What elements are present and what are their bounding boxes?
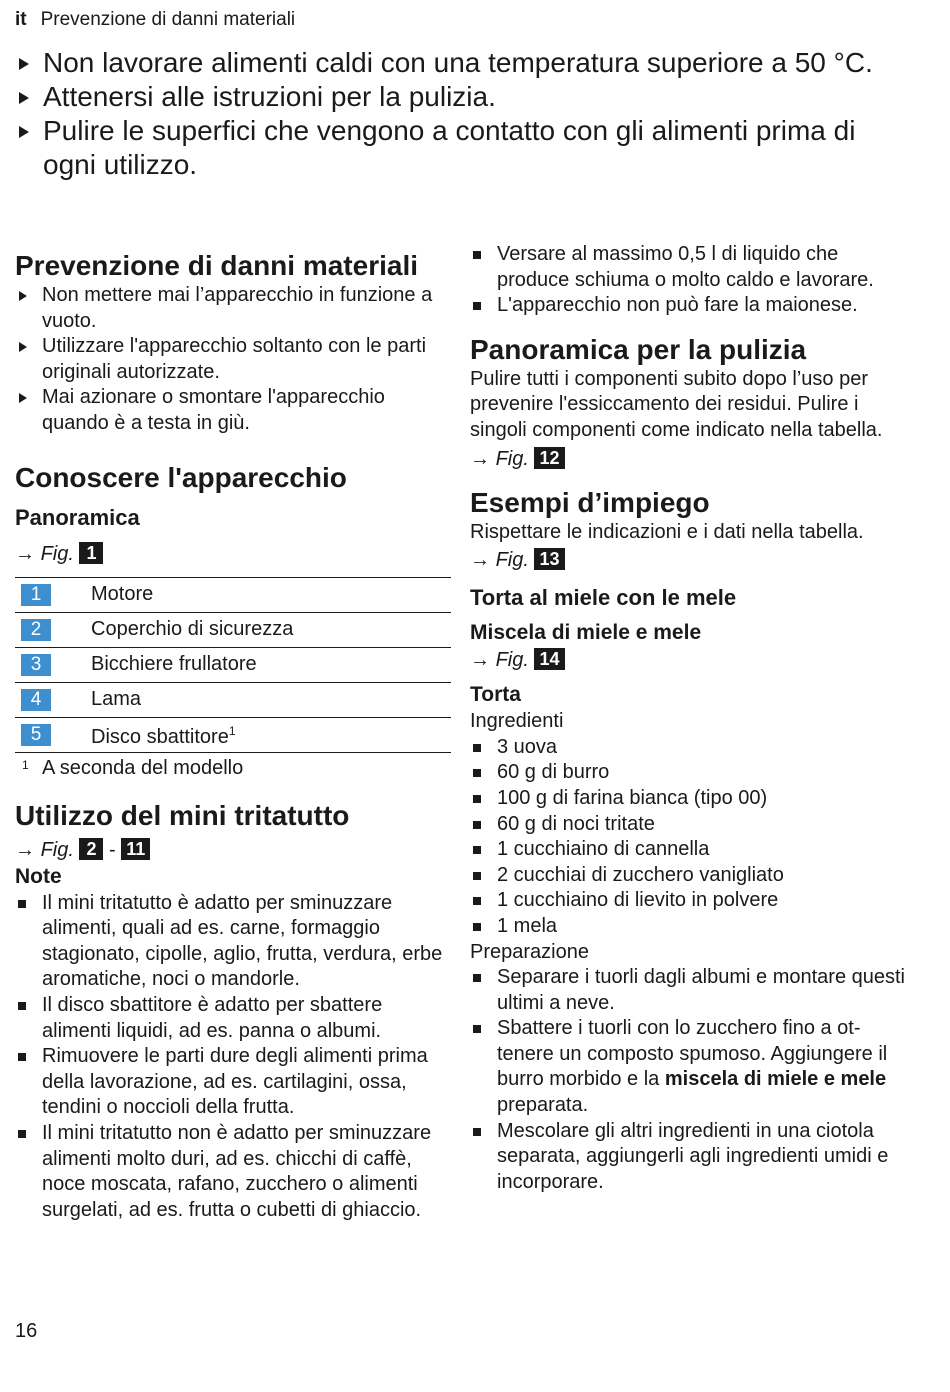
- preparation-label: Preparazione: [470, 940, 589, 963]
- figure-reference: → Fig. 13: [470, 547, 910, 573]
- list-item: 1 mela: [470, 914, 910, 940]
- footnote-number: 1: [22, 757, 29, 772]
- square-bullet-icon: [473, 795, 481, 803]
- part-label: Coperchio di sicurezza: [91, 612, 451, 647]
- top-warning-list: [15, 46, 915, 182]
- figure-reference: → Fig. 1: [15, 541, 451, 567]
- paragraph: Pulire tutti i componenti subito dopo l’uso per prevenire l'essiccamento dei residui. Pulire i singoli componenti come indicato nella tabella.: [470, 367, 883, 441]
- triangle-bullet-icon: [19, 342, 27, 352]
- figure-number-badge: 11: [121, 838, 150, 860]
- list-item: Il mini tritatutto è adatto per sminuzzare alimenti, quali ad es. carne, formaggio stagionato, cipolle, aglio, frutta, verdura, erbe aromatiche, noci o mandorle.: [15, 891, 451, 993]
- header-title: Prevenzione di danni materiali: [40, 9, 296, 30]
- bold-reference: miscela di miele e mele: [664, 1068, 887, 1091]
- figure-number-badge: 1: [79, 542, 103, 564]
- section-title-prevenzione: Prevenzione di danni materiali: [15, 250, 419, 281]
- part-label: Disco sbattitore$^1$: [91, 717, 451, 752]
- part-label: Bicchiere frullatore: [91, 647, 451, 682]
- list-item: Sbattere i tuorli con lo zucchero fino a ottenere un composto spumoso. Aggiungere il burro morbido e la miscela di miele e mele preparata.: [470, 1016, 910, 1118]
- figure-number-badge: 2: [79, 838, 103, 860]
- list-item: Mai azionare o smontare l'apparecchio quando è a testa in giù.: [15, 385, 451, 436]
- torta-title: Torta: [470, 683, 521, 707]
- figure-number-badge: 12: [534, 447, 564, 469]
- triangle-bullet-icon: [19, 92, 29, 104]
- parts-table: [15, 577, 451, 753]
- list-item: Non mettere mai l’apparecchio in funzione a vuoto.: [15, 283, 451, 334]
- list-item: 1 cucchiaino di lievito in polvere: [470, 888, 910, 914]
- square-bullet-icon: [473, 872, 481, 880]
- list-item: Mescolare gli altri ingredienti in una ciotola separata, aggiungerli agli ingredienti umidi e incorporare.: [470, 1119, 910, 1196]
- table-row: [15, 577, 451, 612]
- square-bullet-icon: [18, 900, 26, 908]
- part-number-badge: 1: [21, 584, 51, 606]
- triangle-bullet-icon: [19, 291, 27, 301]
- part-number-badge: 5: [21, 724, 51, 746]
- arrow-right-icon: →: [470, 549, 490, 572]
- square-bullet-icon: [473, 251, 481, 259]
- list-item: 100 g di farina bianca (tipo 00): [470, 786, 910, 812]
- table-footnote: 1 A seconda del modello: [15, 753, 451, 783]
- square-bullet-icon: [473, 846, 481, 854]
- list-item: L'apparecchio non può fare la maionese.: [470, 293, 910, 319]
- square-bullet-icon: [473, 769, 481, 777]
- part-label: Motore: [91, 577, 451, 612]
- recipe-title: Torta al miele con le mele: [470, 585, 737, 611]
- list-item: Non lavorare alimenti caldi con una temperatura superiore a 50 °C.: [15, 46, 915, 80]
- right-column: [470, 242, 910, 1195]
- section-title-pulizia: Panoramica per la pulizia: [470, 333, 807, 365]
- figure-reference: → Fig. 2 - 11: [15, 837, 451, 863]
- square-bullet-icon: [473, 923, 481, 931]
- part-label: Lama: [91, 682, 451, 717]
- list-item: 3 uova: [470, 735, 910, 761]
- subsection-title-panoramica: Panoramica: [15, 504, 140, 530]
- part-number-badge: 4: [21, 689, 51, 711]
- running-header: [15, 9, 295, 31]
- square-bullet-icon: [18, 1130, 26, 1138]
- language-tag: it: [15, 9, 27, 30]
- list-item: 60 g di burro: [470, 760, 910, 786]
- table-row: [15, 682, 451, 717]
- arrow-right-icon: →: [15, 838, 35, 861]
- list-item: Utilizzare l'apparecchio soltanto con le parti originali autorizzate.: [15, 334, 451, 385]
- figure-number-badge: 13: [534, 548, 564, 570]
- square-bullet-icon: [473, 897, 481, 905]
- miscela-title: Miscela di miele e mele: [470, 621, 702, 645]
- triangle-bullet-icon: [19, 126, 29, 138]
- footnote-marker: 1: [228, 723, 236, 738]
- square-bullet-icon: [473, 1025, 481, 1033]
- table-row: [15, 647, 451, 682]
- ingredients-label: Ingredienti: [470, 710, 564, 733]
- triangle-bullet-icon: [19, 58, 29, 70]
- left-column: [15, 249, 451, 1223]
- arrow-right-icon: →: [470, 649, 490, 672]
- list-item: Versare al massimo 0,5 l di liquido che produce schiuma o molto caldo e lavorare.: [470, 242, 910, 293]
- arrow-right-icon: →: [15, 542, 35, 565]
- figure-reference: → Fig. 12: [470, 446, 910, 472]
- page-number: 16: [15, 1320, 38, 1342]
- square-bullet-icon: [473, 302, 481, 310]
- list-item: Il disco sbattitore è adatto per sbattere alimenti liquidi, ad es. panna o albumi.: [15, 993, 451, 1044]
- square-bullet-icon: [473, 821, 481, 829]
- figure-reference: → Fig. 14: [470, 647, 910, 673]
- part-number-badge: 2: [21, 619, 51, 641]
- list-item: Separare i tuorli dagli albumi e montare questi ultimi a neve.: [470, 965, 910, 1016]
- table-row: [15, 612, 451, 647]
- section-title-utilizzo: Utilizzo del mini tritatutto: [15, 799, 350, 831]
- square-bullet-icon: [473, 1128, 481, 1136]
- square-bullet-icon: [18, 1053, 26, 1061]
- list-item: Attenersi alle istruzioni per la pulizia.: [15, 80, 915, 114]
- list-item: 1 cucchiaino di cannella: [470, 837, 910, 863]
- section-title-conoscere: Conoscere l'apparecchio: [15, 461, 347, 493]
- arrow-right-icon: →: [470, 447, 490, 470]
- part-number-badge: 3: [21, 654, 51, 676]
- figure-number-badge: 14: [534, 648, 564, 670]
- section-title-esempi: Esempi d’impiego: [470, 486, 710, 518]
- list-item: Pulire le superfici che vengono a contatto con gli alimenti prima di ogni utilizzo.: [15, 114, 915, 182]
- list-item: 2 cucchiai di zucchero vanigliato: [470, 863, 910, 889]
- list-item: Il mini tritatutto non è adatto per sminuzzare alimenti molto duri, ad es. chicchi di caffè, noce moscata, rafano, zucchero o alimenti surgelati, ad es. frutta o cubetti di ghiaccio.: [15, 1121, 451, 1223]
- square-bullet-icon: [473, 744, 481, 752]
- paragraph: Rispettare le indicazioni e i dati nella tabella.: [470, 520, 864, 543]
- table-row: [15, 717, 451, 752]
- list-item: 60 g di noci tritate: [470, 812, 910, 838]
- note-title: Note: [15, 864, 62, 888]
- square-bullet-icon: [473, 974, 481, 982]
- triangle-bullet-icon: [19, 393, 27, 403]
- square-bullet-icon: [18, 1002, 26, 1010]
- list-item: Rimuovere le parti dure degli alimenti prima della lavorazione, ad es. cartilagini, ossa, tendini o noccioli della frutta.: [15, 1044, 451, 1121]
